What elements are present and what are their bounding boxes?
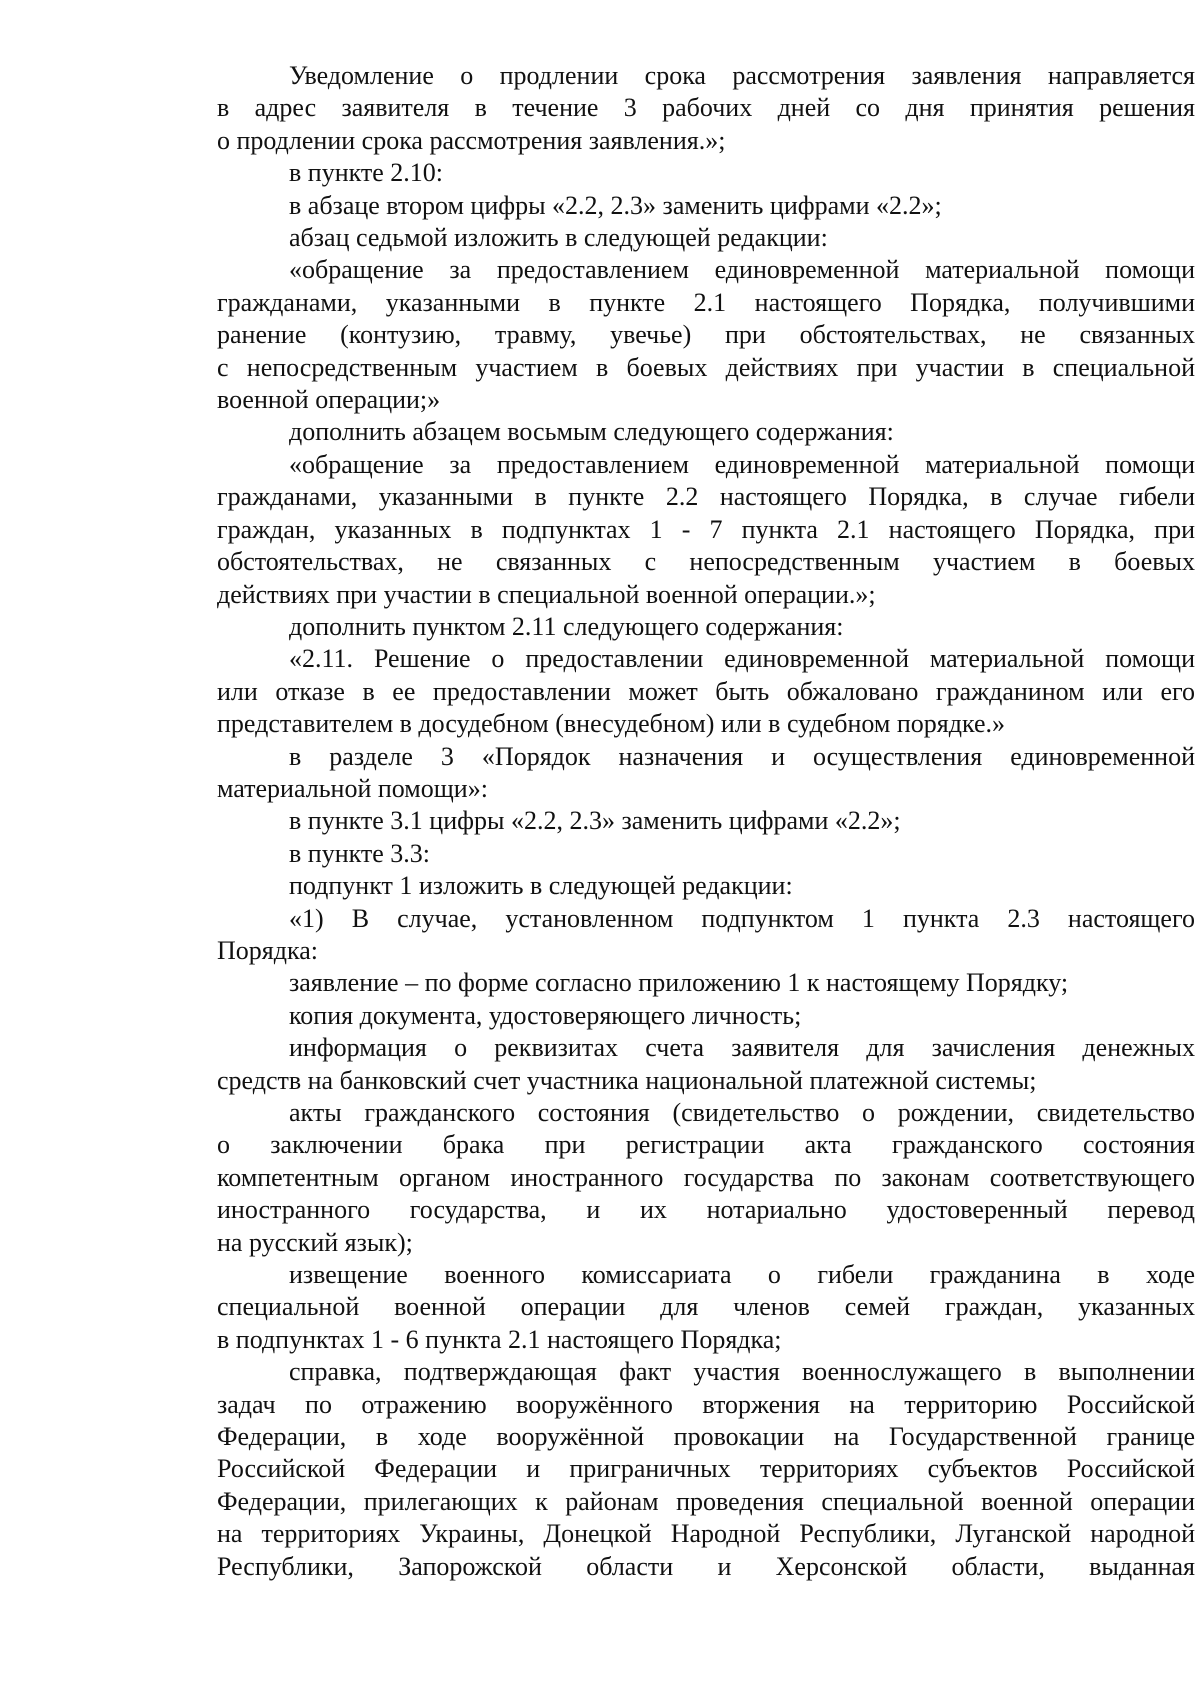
paragraph [145, 1032, 1195, 1097]
paragraph [145, 60, 1195, 157]
text-line: извещение военного комиссариата о гибели гражданина в ходе [289, 1260, 1195, 1290]
paragraph [145, 416, 1123, 448]
text-line: компетентным органом иностранного государства по законам соответствующего [217, 1162, 1195, 1192]
text-line: справка, подтверждающая факт участия военнослужащего в выполнении [289, 1357, 1195, 1387]
text-line: Республики, Запорожской области и Херсонской области, выданная [217, 1551, 1195, 1581]
text-line: Федерации, прилегающих к районам проведения специальной военной операции [217, 1486, 1195, 1516]
paragraph [145, 1259, 1195, 1356]
paragraph [145, 254, 1195, 416]
paragraph [145, 903, 1195, 968]
text-line: Федерации, в ходе вооружённой провокации на Государственной границе [217, 1422, 1195, 1452]
paragraph [145, 222, 1123, 254]
text-line: заявление – по форме согласно приложению 1 к настоящему Порядку; [289, 968, 1069, 998]
text-line: гражданами, указанными в пункте 2.2 настоящего Порядка, в случае гибели [217, 482, 1195, 512]
text-line: представителем в досудебном (внесудебном) или в судебном порядке.» [217, 709, 1005, 739]
text-line: подпункт 1 изложить в следующей редакции: [289, 871, 793, 901]
paragraph [145, 805, 1123, 837]
paragraph [145, 643, 1195, 740]
text-line: задач по отражению вооружённого вторжения на территорию Российской [217, 1389, 1195, 1419]
text-line: военной операции;» [217, 385, 441, 415]
paragraph [145, 838, 1123, 870]
paragraph [145, 1000, 1123, 1032]
paragraph [145, 870, 1123, 902]
text-line: Порядка: [217, 935, 318, 965]
text-line: в абзаце втором цифры «2.2, 2.3» заменить цифрами «2.2»; [289, 190, 942, 220]
text-line: о заключении брака при регистрации акта гражданского состояния [217, 1130, 1195, 1160]
text-line: дополнить абзацем восьмым следующего содержания: [289, 417, 894, 447]
text-line: акты гражданского состояния (свидетельство о рождении, свидетельство [289, 1098, 1195, 1127]
text-line: обстоятельствах, не связанных с непосредственным участием в боевых [217, 547, 1195, 577]
text-line: абзац седьмой изложить в следующей редакции: [289, 223, 828, 253]
text-line: в адрес заявителя в течение 3 рабочих дней со дня принятия решения [217, 93, 1195, 123]
text-line: с непосредственным участием в боевых действиях при участии в специальной [217, 352, 1195, 382]
text-line: «2.11. Решение о предоставлении единовременной материальной помощи [289, 644, 1195, 674]
text-line: специальной военной операции для членов семей граждан, указанных [217, 1292, 1195, 1322]
text-line: «обращение за предоставлением единовременной материальной помощи [289, 449, 1195, 479]
text-line: «обращение за предоставлением единовременной материальной помощи [289, 255, 1195, 285]
text-line: средств на банковский счет участника национальной платежной системы; [217, 1065, 1037, 1095]
document-page [145, 60, 1195, 1583]
text-line: информация о реквизитах счета заявителя для зачисления денежных [289, 1033, 1195, 1063]
paragraph [145, 611, 1123, 643]
text-line: граждан, указанных в подпунктах 1 - 7 пункта 2.1 настоящего Порядка, при [217, 514, 1195, 544]
text-line: в пункте 3.3: [289, 838, 431, 868]
text-line: Российской Федерации и приграничных территориях субъектов Российской [217, 1454, 1195, 1484]
text-line: действиях при участии в специальной военной операции.»; [217, 579, 876, 609]
text-line: ранение (контузию, травму, увечье) при обстоятельствах, не связанных [217, 320, 1195, 350]
text-line: «1) В случае, установленном подпунктом 1 пункта 2.3 настоящего [289, 903, 1195, 933]
paragraph [145, 741, 1195, 806]
text-line: в пункте 2.10: [289, 158, 444, 188]
text-line: Уведомление о продлении срока рассмотрения заявления направляется [289, 61, 1195, 90]
text-line: о продлении срока рассмотрения заявления.»; [217, 125, 726, 155]
paragraph [145, 967, 1123, 999]
text-line: в подпунктах 1 - 6 пункта 2.1 настоящего Порядка; [217, 1324, 782, 1354]
text-line: дополнить пунктом 2.11 следующего содержания: [289, 611, 844, 641]
text-line: в пункте 3.1 цифры «2.2, 2.3» заменить цифрами «2.2»; [289, 806, 901, 836]
text-line: на территориях Украины, Донецкой Народной Республики, Луганской народной [217, 1519, 1195, 1549]
text-line: или отказе в ее предоставлении может быть обжаловано гражданином или его [217, 676, 1195, 706]
text-line: материальной помощи»: [217, 773, 488, 803]
text-line: гражданами, указанными в пункте 2.1 настоящего Порядка, получившими [217, 287, 1195, 317]
text-line: в разделе 3 «Порядок назначения и осуществления единовременной [289, 741, 1195, 771]
paragraph [145, 157, 1123, 189]
paragraph [145, 1356, 1195, 1583]
paragraph [145, 449, 1195, 611]
text-line: копия документа, удостоверяющего личность; [289, 1000, 802, 1030]
text-line: на русский язык); [217, 1227, 413, 1257]
paragraph [145, 1097, 1195, 1259]
paragraph [145, 190, 1123, 222]
text-line: иностранного государства, и их нотариально удостоверенный перевод [217, 1195, 1195, 1225]
